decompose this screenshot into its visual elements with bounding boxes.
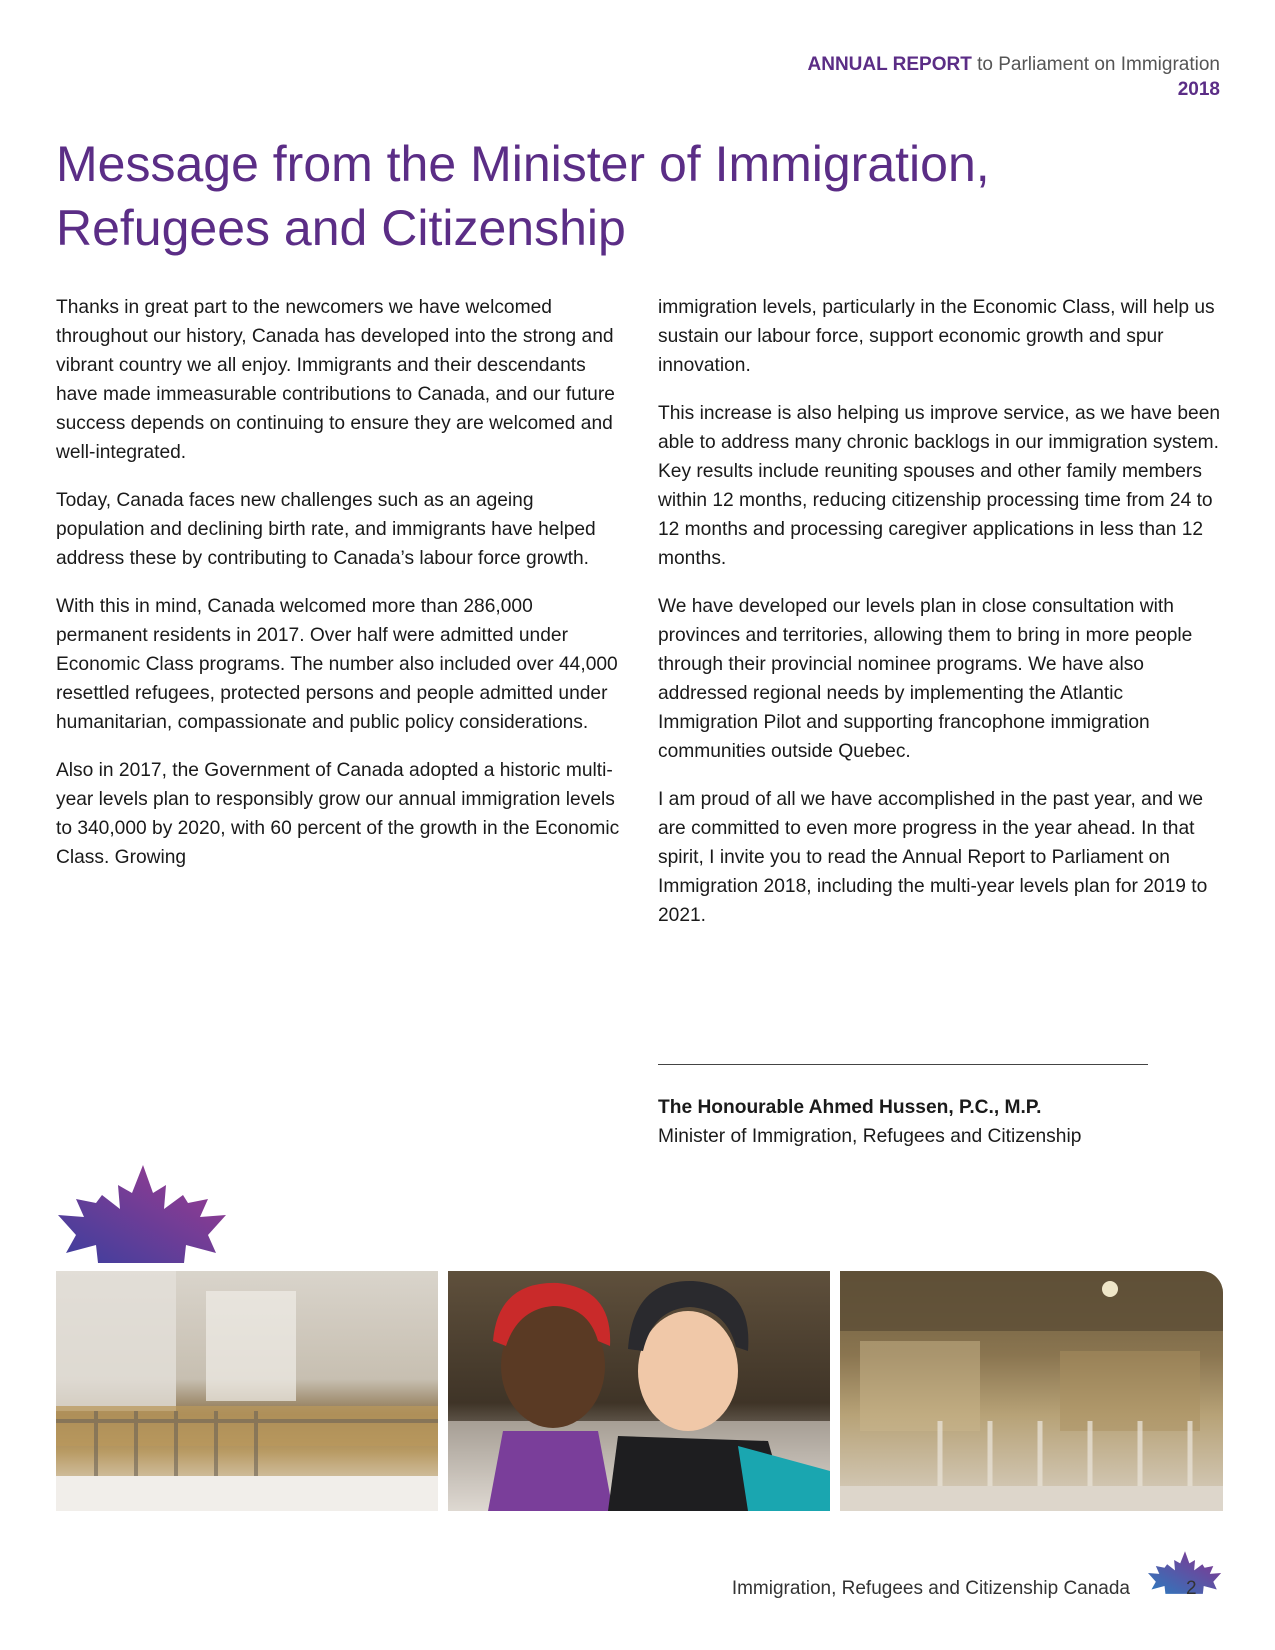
signatory-name: The Honourable Ahmed Hussen, P.C., M.P. (658, 1097, 1042, 1118)
header-report-rest: to Parliament on Immigration (971, 54, 1220, 75)
maple-leaf-icon (1148, 1545, 1222, 1601)
header-year: 2018 (1177, 79, 1220, 100)
left-column (56, 293, 626, 891)
report-header (808, 52, 1221, 102)
title-line-2: Refugees and Citizenship (56, 200, 626, 256)
header-report-label: ANNUAL REPORT (807, 54, 972, 75)
paragraph: immigration levels, particularly in the Economic Class, will help us sustain our labour force, support economic growth and spur innovation. (658, 297, 1215, 376)
rink-photo-left (56, 1271, 438, 1511)
page-number: 2 (1186, 1578, 1197, 1599)
footer-organization: Immigration, Refugees and Citizenship Canada (731, 1578, 1130, 1599)
signatory-role: Minister of Immigration, Refugees and Citizenship (658, 1126, 1082, 1147)
paragraph: Also in 2017, the Government of Canada adopted a historic multi-year levels plan to responsibly grow our annual immigration levels to 340,000 by 2020, with 60 percent of the growth in the Economic Class. Growing (56, 760, 620, 868)
paragraph: With this in mind, Canada welcomed more than 286,000 permanent residents in 2017. Over half were admitted under Economic Class programs. The number also included over 44,000 resettled refugees, protected persons and people admitted under humanitarian, compassionate and public policy considerations. (56, 596, 618, 733)
maple-leaf-icon (58, 1165, 228, 1265)
rink-photo-right (840, 1271, 1223, 1511)
paragraph: I am proud of all we have accomplished in the past year, and we are committed to even more progress in the year ahead. In that spirit, I invite you to read the Annual Report to Parliament on Immigration 2018, including the multi-year levels plan for 2019 to 2021. (658, 789, 1208, 926)
paragraph: This increase is also helping us improve service, as we have been able to address many chronic backlogs in our immigration system. Key results include reuniting spouses and other family members within 12 months, reducing citizenship processing time from 24 to 12 months and processing caregiver applications in less than 12 months. (658, 403, 1221, 569)
paragraph: Thanks in great part to the newcomers we have welcomed throughout our history, Canada has developed into the strong and vibrant country we all enjoy. Immigrants and their descendants have made immeasurable contributions to Canada, and our future success depends on continuing to ensure they are welcomed and well-integrated. (56, 297, 615, 463)
children-photo (448, 1271, 830, 1511)
title-line-1: Message from the Minister of Immigration, (56, 136, 990, 192)
photo-strip (56, 1271, 1223, 1511)
paragraph: We have developed our levels plan in close consultation with provinces and territories, allowing them to bring in more people through their provincial nominee programs. We have also addressed regional needs by implementing the Atlantic Immigration Pilot and supporting francophone immigration communities outside Quebec. (658, 596, 1193, 762)
signature-line (658, 1064, 1148, 1065)
paragraph: Today, Canada faces new challenges such as an ageing population and declining birth rate, and immigrants have helped address these by contributing to Canada’s labour force growth. (56, 490, 596, 569)
right-column (658, 293, 1228, 949)
page-title (56, 132, 1156, 260)
